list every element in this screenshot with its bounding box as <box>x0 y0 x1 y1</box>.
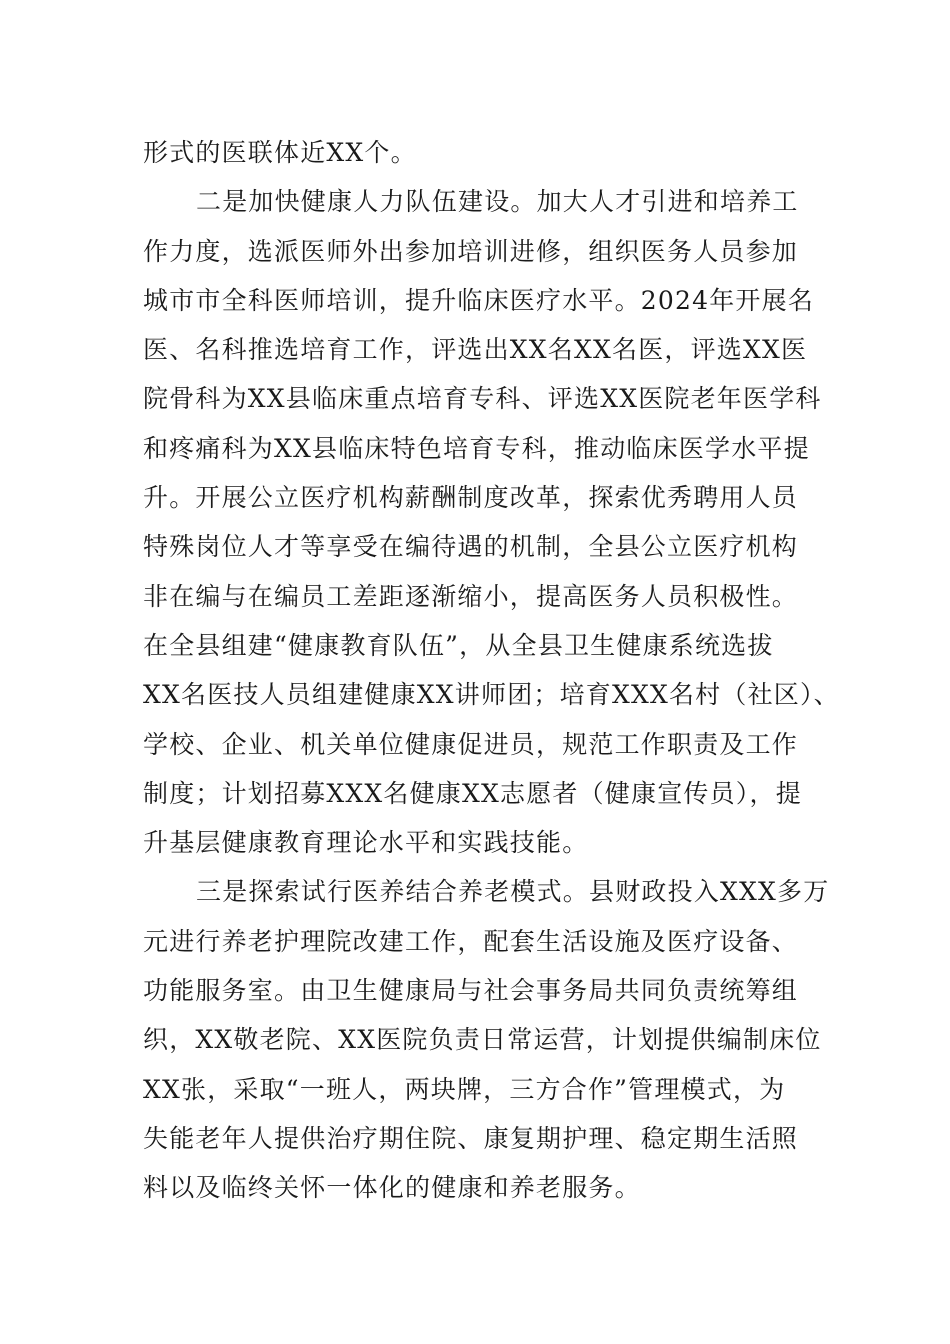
paragraph-3-first-line: 三是探索试行医养结合养老模式。县财政投入XXX多万 <box>196 877 830 907</box>
text-line: 城市市全科医师培训，提升临床医疗水平。2024年开展名 <box>143 285 815 315</box>
text-line: 形式的医联体近XX个。 <box>143 138 417 167</box>
paragraph-2-first-line: 二是加快健康人力队伍建设。加大人才引进和培养工 <box>196 187 799 217</box>
text-line: 医、名科推选培育工作，评选出XX名XX名医，评选XX医 <box>143 335 808 365</box>
text-line: 在全县组建“健康教育队伍”，从全县卫生健康系统选拔 <box>143 630 774 660</box>
text-line: 非在编与在编员工差距逐渐缩小，提高医务人员积极性。 <box>143 581 799 611</box>
text-line: 织，XX敬老院、XX医院负责日常运营，计划提供编制床位 <box>143 1025 822 1055</box>
text-line: 元进行养老护理院改建工作，配套生活设施及医疗设备、 <box>143 926 799 956</box>
text-line: XX张，采取“一班人，两块牌，三方合作”管理模式，为 <box>143 1074 786 1104</box>
text-line: 作力度，选派医师外出参加培训进修，组织医务人员参加 <box>143 236 799 266</box>
text-line: 学校、企业、机关单位健康促进员，规范工作职责及工作 <box>143 729 799 759</box>
text-line: 功能服务室。由卫生健康局与社会事务局共同负责统筹组 <box>143 976 799 1006</box>
document-body <box>143 128 843 1213</box>
text-line: 院骨科为XX县临床重点培育专科、评选XX医院老年医学科 <box>143 384 822 414</box>
text-line: 升。开展公立医疗机构薪酬制度改革，探索优秀聘用人员 <box>143 483 799 513</box>
text-line: 制度；计划招募XXX名健康XX志愿者（健康宣传员），提 <box>143 778 802 808</box>
text-line: 和疼痛科为XX县临床特色培育专科，推动临床医学水平提 <box>143 433 810 463</box>
text-line: 特殊岗位人才等享受在编待遇的机制，全县公立医疗机构 <box>143 532 799 562</box>
text-line: XX名医技人员组建健康XX讲师团；培育XXX名村（社区）、 <box>143 680 840 710</box>
text-line: 升基层健康教育理论水平和实践技能。 <box>143 828 589 858</box>
text-line: 失能老年人提供治疗期住院、康复期护理、稳定期生活照 <box>143 1123 799 1153</box>
text-line: 料以及临终关怀一体化的健康和养老服务。 <box>143 1173 641 1203</box>
